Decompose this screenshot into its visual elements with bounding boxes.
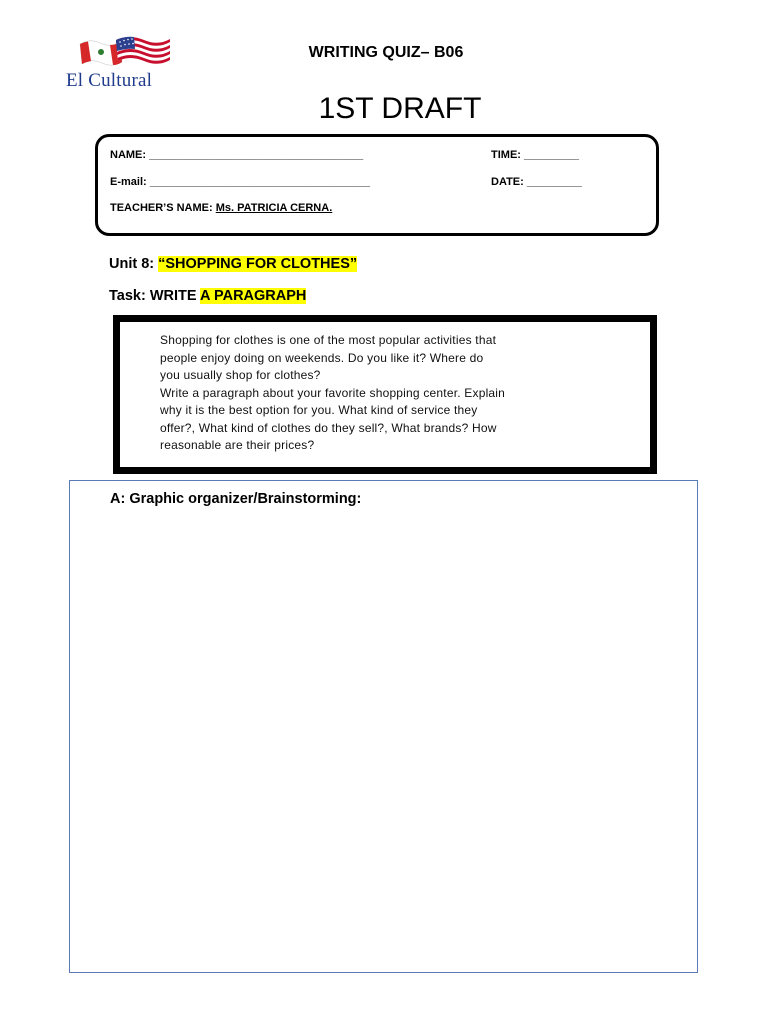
school-logo — [66, 34, 176, 92]
draft-title: 1ST DRAFT — [318, 92, 482, 125]
student-info-box — [95, 134, 659, 236]
task-prompt-text — [160, 332, 632, 455]
unit-title: “SHOPPING FOR CLOTHES” — [158, 256, 358, 272]
teacher-value: Ms. PATRICIA CERNA. — [215, 202, 333, 214]
unit-heading — [109, 256, 357, 272]
time-field[interactable]: TIME: _________ — [491, 149, 580, 161]
quiz-title: WRITING QUIZ– B06 — [308, 44, 464, 61]
task-prefix: Task: WRITE — [109, 288, 197, 304]
prompt-line: reasonable are their prices? — [160, 438, 315, 452]
name-field[interactable]: NAME: ___________________________________ — [110, 149, 364, 161]
prompt-line: you usually shop for clothes? — [160, 368, 321, 382]
teacher-label: TEACHER’S NAME: — [110, 202, 213, 214]
email-field[interactable]: E-mail: ____________________________________ — [110, 176, 370, 188]
brainstorming-box[interactable] — [69, 480, 698, 973]
organizer-label: A: Graphic organizer/Brainstorming: — [110, 491, 362, 507]
prompt-line: offer?, What kind of clothes do they sell?, What brands? How — [160, 420, 497, 435]
prompt-line: people enjoy doing on weekends. Do you like it? Where do — [160, 350, 484, 365]
task-heading — [109, 288, 306, 304]
teacher-name-row — [110, 202, 332, 214]
logo-text: El Cultural — [66, 70, 153, 91]
date-field[interactable]: DATE: _________ — [491, 176, 582, 188]
task-highlight: A PARAGRAPH — [200, 288, 307, 304]
prompt-line: Write a paragraph about your favorite shopping center. Explain — [160, 385, 506, 400]
task-prompt-box — [113, 315, 657, 474]
unit-prefix: Unit 8: — [109, 256, 155, 272]
prompt-line: Shopping for clothes is one of the most popular activities that — [160, 333, 497, 347]
prompt-line: why it is the best option for you. What kind of service they — [160, 403, 478, 417]
